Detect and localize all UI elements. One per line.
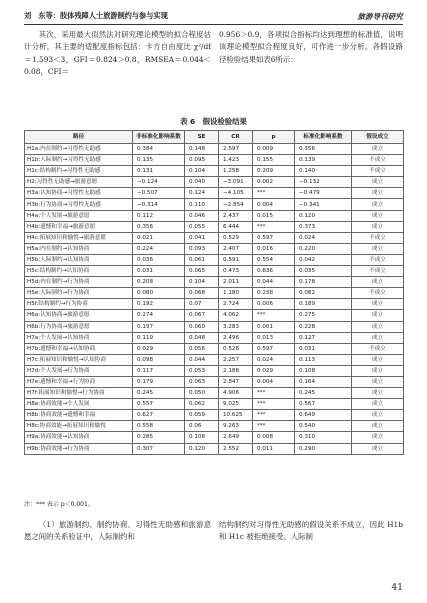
cell-std-coef: 0.139 (295, 155, 352, 166)
cell-result: 成立 (352, 432, 404, 443)
cell-path: H7c:拓展知识和愉悦→认知协商 (25, 354, 133, 365)
page-number: 41 (391, 583, 403, 593)
cell-cr: 1.423 (219, 155, 253, 166)
cell-result: 不成立 (352, 155, 404, 166)
cell-path: H1c:结构制约→习得性无助感 (25, 166, 133, 177)
column-header: 假设成立 (352, 131, 404, 144)
table-row (25, 243, 404, 254)
cell-std-coef: 0.228 (295, 321, 352, 332)
cell-cr: 4.062 (219, 310, 253, 321)
cell-se: 0.108 (185, 432, 219, 443)
cell-p: 0.044 (253, 277, 295, 288)
column-header: 路径 (25, 131, 133, 144)
cell-result: 成立 (352, 299, 404, 310)
cell-path: H2:习得性无助感→旅游意愿 (25, 177, 133, 188)
cell-p: 0.008 (253, 432, 295, 443)
table-header-row (25, 131, 404, 144)
table-row (25, 210, 404, 221)
table-row (25, 277, 404, 288)
table-row (25, 443, 404, 454)
table-note: 注：*** 表示 p＜0.001。 (24, 501, 94, 508)
cell-cr: −3.091 (219, 177, 253, 188)
table-row (25, 421, 404, 432)
cell-unstd-coef: 0.021 (133, 232, 185, 243)
cell-unstd-coef: 0.224 (133, 243, 185, 254)
cell-se: 0.065 (185, 266, 219, 277)
cell-result: 成立 (352, 210, 404, 221)
cell-result: 成立 (352, 376, 404, 387)
cell-std-coef: −0.479 (295, 188, 352, 199)
cell-se: 0.044 (185, 354, 219, 365)
cell-cr: 0.529 (219, 232, 253, 243)
cell-cr: 2.552 (219, 443, 253, 454)
table-row (25, 254, 404, 265)
cell-se: 0.040 (185, 177, 219, 188)
cell-result: 不成立 (352, 266, 404, 277)
column-header: 非标准化影响系数 (133, 131, 185, 144)
cell-unstd-coef: 0.384 (133, 144, 185, 155)
cell-p: 0.006 (253, 299, 295, 310)
paragraph: 结构制约对习得性无助感的假设关系不成立，因此 H1b 和 H1c 被拒绝接受。人际制 (219, 520, 403, 542)
cell-result: 不成立 (352, 288, 404, 299)
cell-cr: 10.625 (219, 410, 253, 421)
cell-result: 成立 (352, 321, 404, 332)
cell-se: 0.059 (185, 410, 219, 421)
table-row (25, 221, 404, 232)
cell-path: H8b:协商效能→遗憾和幸福 (25, 410, 133, 421)
table-row (25, 321, 404, 332)
paragraph: 0.956＞0.9，各项拟合指标均达到理想的标准值，说明该理论模型拟合程度良好，可作进一步分析。各假设路径检验结果如表6所示： (219, 30, 403, 64)
cell-unstd-coef: 0.131 (133, 166, 185, 177)
cell-unstd-coef: 0.245 (133, 388, 185, 399)
cell-unstd-coef: 0.135 (133, 155, 185, 166)
cell-path: H5c:结构制约→认知协商 (25, 266, 133, 277)
table-row (25, 188, 404, 199)
cell-cr: −2.854 (219, 199, 253, 210)
cell-cr: 3.283 (219, 321, 253, 332)
cell-result: 成立 (352, 410, 404, 421)
cell-se: 0.120 (185, 443, 219, 454)
table-row (25, 343, 404, 354)
cell-p: *** (253, 399, 295, 410)
cell-unstd-coef: 0.192 (133, 299, 185, 310)
running-head-journal: 旅游导刊研究 (357, 12, 403, 21)
paragraph: （1）旅游制约、制约协商、习得性无助感和旅游意愿之间的关系验证中，人际制约和 (24, 520, 211, 542)
cell-unstd-coef: 0.274 (133, 310, 185, 321)
cell-se: 0.06 (185, 421, 219, 432)
body-text-left-top (24, 29, 211, 79)
table-row (25, 266, 404, 277)
cell-std-coef: 0.310 (295, 432, 352, 443)
cell-std-coef: 0.245 (295, 388, 352, 399)
cell-se: 0.056 (185, 343, 219, 354)
cell-result: 不成立 (352, 254, 404, 265)
running-head-authors: 刘 东等：肢体残障人士旅游制约与参与实现 (24, 11, 168, 20)
cell-p: *** (253, 421, 295, 432)
table-row (25, 288, 404, 299)
cell-p: 0.013 (253, 332, 295, 343)
cell-se: 0.110 (185, 199, 219, 210)
cell-path: H1b:人际制约→习得性无助感 (25, 155, 133, 166)
cell-unstd-coef: 0.179 (133, 376, 185, 387)
cell-path: H8c:协商效能→拓展知识和愉悦 (25, 421, 133, 432)
cell-path: H5f:结构制约→行为协商 (25, 299, 133, 310)
cell-result: 成立 (352, 310, 404, 321)
cell-se: 0.148 (185, 144, 219, 155)
cell-se: 0.124 (185, 188, 219, 199)
cell-unstd-coef: 0.117 (133, 365, 185, 376)
cell-path: H9a:协商效能→认知协商 (25, 432, 133, 443)
cell-std-coef: 0.127 (295, 332, 352, 343)
cell-unstd-coef: 0.080 (133, 288, 185, 299)
column-header: 标准化影响系数 (295, 131, 352, 144)
cell-result: 成立 (352, 388, 404, 399)
cell-cr: 2.188 (219, 365, 253, 376)
cell-se: 0.053 (185, 365, 219, 376)
cell-path: H7d:个人发展→行为协商 (25, 365, 133, 376)
cell-std-coef: 0.356 (295, 144, 352, 155)
cell-result: 成立 (352, 332, 404, 343)
cell-std-coef: 0.031 (295, 343, 352, 354)
cell-se: 0.062 (185, 399, 219, 410)
cell-se: 0.104 (185, 166, 219, 177)
cell-unstd-coef: 0.197 (133, 321, 185, 332)
cell-unstd-coef: 0.208 (133, 277, 185, 288)
cell-p: 0.004 (253, 376, 295, 387)
cell-std-coef: 0.178 (295, 277, 352, 288)
running-head (24, 10, 403, 25)
cell-p: 0.009 (253, 144, 295, 155)
cell-p: 0.597 (253, 343, 295, 354)
cell-result: 不成立 (352, 232, 404, 243)
cell-result: 成立 (352, 221, 404, 232)
cell-std-coef: −0.341 (295, 199, 352, 210)
cell-result: 不成立 (352, 166, 404, 177)
cell-result: 成立 (352, 399, 404, 410)
cell-path: H4a:个人发展→旅游意愿 (25, 210, 133, 221)
cell-cr: 2.011 (219, 277, 253, 288)
cell-se: 0.067 (185, 310, 219, 321)
column-header: CR (219, 131, 253, 144)
cell-unstd-coef: −0.124 (133, 177, 185, 188)
cell-unstd-coef: 0.356 (133, 221, 185, 232)
cell-result: 成立 (352, 421, 404, 432)
cell-unstd-coef: 0.112 (133, 210, 185, 221)
cell-path: H5b:人际制约→认知协商 (25, 254, 133, 265)
cell-p: 0.209 (253, 166, 295, 177)
cell-p: 0.636 (253, 266, 295, 277)
hypothesis-table (24, 130, 403, 455)
column-header: SE (185, 131, 219, 144)
cell-result: 成立 (352, 188, 404, 199)
cell-path: H5e:人际制约→行为协商 (25, 288, 133, 299)
cell-cr: 6.444 (219, 221, 253, 232)
cell-cr: 2.847 (219, 376, 253, 387)
table-row (25, 232, 404, 243)
cell-p: 0.029 (253, 365, 295, 376)
table-row (25, 299, 404, 310)
cell-path: H5a:内在制约→认知协商 (25, 243, 133, 254)
cell-std-coef: −0.132 (295, 177, 352, 188)
cell-se: 0.063 (185, 376, 219, 387)
cell-se: 0.050 (185, 388, 219, 399)
cell-se: 0.07 (185, 299, 219, 310)
cell-cr: 2.437 (219, 210, 253, 221)
cell-cr: 0.473 (219, 266, 253, 277)
cell-std-coef: 0.220 (295, 243, 352, 254)
cell-std-coef: 0.290 (295, 443, 352, 454)
cell-result: 成立 (352, 354, 404, 365)
cell-path: H7a:个人发展→认知协商 (25, 332, 133, 343)
cell-path: H4b:遗憾和幸福→旅游意愿 (25, 221, 133, 232)
cell-unstd-coef: 0.029 (133, 343, 185, 354)
cell-std-coef: 0.567 (295, 399, 352, 410)
cell-cr: 2.496 (219, 332, 253, 343)
cell-p: 0.155 (253, 155, 295, 166)
cell-unstd-coef: 0.285 (133, 432, 185, 443)
cell-cr: 0.591 (219, 254, 253, 265)
cell-unstd-coef: 0.627 (133, 410, 185, 421)
table-row (25, 177, 404, 188)
cell-path: H6a:认知协商→旅游意愿 (25, 310, 133, 321)
cell-std-coef: 0.540 (295, 421, 352, 432)
cell-p: 0.015 (253, 210, 295, 221)
cell-unstd-coef: 0.031 (133, 266, 185, 277)
cell-cr: 2.257 (219, 354, 253, 365)
cell-std-coef: 0.113 (295, 354, 352, 365)
table-row (25, 144, 404, 155)
cell-result: 成立 (352, 277, 404, 288)
cell-std-coef: 0.035 (295, 266, 352, 277)
table-row (25, 199, 404, 210)
cell-cr: 2.407 (219, 243, 253, 254)
cell-p: *** (253, 388, 295, 399)
table-row (25, 354, 404, 365)
cell-se: 0.104 (185, 277, 219, 288)
table-row (25, 332, 404, 343)
cell-p: 0.554 (253, 254, 295, 265)
cell-std-coef: 0.373 (295, 221, 352, 232)
cell-se: 0.061 (185, 254, 219, 265)
cell-path: H5d:内在制约→行为协商 (25, 277, 133, 288)
cell-path: H7b:遗憾和幸福→认知协商 (25, 343, 133, 354)
cell-cr: 9.025 (219, 399, 253, 410)
table-row (25, 365, 404, 376)
cell-std-coef: 0.164 (295, 376, 352, 387)
table-row (25, 410, 404, 421)
cell-result: 成立 (352, 199, 404, 210)
cell-se: 0.060 (185, 321, 219, 332)
cell-result: 成立 (352, 144, 404, 155)
table-row (25, 376, 404, 387)
cell-unstd-coef: 0.307 (133, 443, 185, 454)
cell-p: 0.001 (253, 321, 295, 332)
cell-cr: 1.258 (219, 166, 253, 177)
table-row (25, 432, 404, 443)
cell-unstd-coef: −0.314 (133, 199, 185, 210)
cell-cr: 0.528 (219, 343, 253, 354)
cell-unstd-coef: 0.558 (133, 421, 185, 432)
cell-cr: 1.180 (219, 288, 253, 299)
cell-cr: −4.105 (219, 188, 253, 199)
cell-se: 0.068 (185, 288, 219, 299)
cell-path: H3a:认知协商→习得性无助感 (25, 188, 133, 199)
cell-p: 0.002 (253, 177, 295, 188)
cell-p: 0.011 (253, 443, 295, 454)
cell-path: H8a:协商效能→个人发展 (25, 399, 133, 410)
cell-p: *** (253, 310, 295, 321)
body-text-right-top (219, 29, 403, 66)
paragraph: 其次，采用最大似然法对研究理论模型的拟合程度估计分析，其主要的适配度指标包括：卡方自由度比 χ²/df＝1.593＜3，GFI＝0.824＞0.8，RMSEA＝0.044＜0.08，CFI＝ (24, 30, 211, 77)
cell-std-coef: 0.275 (295, 310, 352, 321)
cell-unstd-coef: −0.507 (133, 188, 185, 199)
cell-se: 0.055 (185, 221, 219, 232)
cell-se: 0.046 (185, 210, 219, 221)
cell-result: 不成立 (352, 343, 404, 354)
cell-std-coef: 0.082 (295, 288, 352, 299)
cell-p: 0.024 (253, 354, 295, 365)
body-text-left-bottom (24, 519, 211, 544)
cell-se: 0.095 (185, 155, 219, 166)
cell-p: 0.016 (253, 243, 295, 254)
cell-p: 0.597 (253, 232, 295, 243)
cell-std-coef: 0.140 (295, 166, 352, 177)
cell-path: H6b:行为协商→旅游意愿 (25, 321, 133, 332)
cell-se: 0.048 (185, 332, 219, 343)
cell-path: H1a:内在制约→习得性无助感 (25, 144, 133, 155)
cell-result: 成立 (352, 365, 404, 376)
cell-path: H7e:遗憾和幸福→行为协商 (25, 376, 133, 387)
table-caption: 表 6 假设检验结果 (180, 117, 247, 126)
cell-cr: 9.263 (219, 421, 253, 432)
table-row (25, 388, 404, 399)
body-text-right-bottom (219, 519, 403, 544)
cell-p: *** (253, 221, 295, 232)
cell-result: 成立 (352, 177, 404, 188)
cell-cr: 2.597 (219, 144, 253, 155)
cell-cr: 2.724 (219, 299, 253, 310)
cell-path: H4c:拓展知识和愉悦→旅游意愿 (25, 232, 133, 243)
cell-se: 0.093 (185, 243, 219, 254)
cell-p: 0.004 (253, 199, 295, 210)
cell-se: 0.041 (185, 232, 219, 243)
cell-std-coef: 0.649 (295, 410, 352, 421)
table-row (25, 155, 404, 166)
column-header: p (253, 131, 295, 144)
cell-p: 0.238 (253, 288, 295, 299)
cell-std-coef: 0.120 (295, 210, 352, 221)
cell-unstd-coef: 0.036 (133, 254, 185, 265)
cell-std-coef: 0.024 (295, 232, 352, 243)
cell-path: H9b:协商效能→行为协商 (25, 443, 133, 454)
cell-cr: 4.906 (219, 388, 253, 399)
cell-unstd-coef: 0.098 (133, 354, 185, 365)
cell-std-coef: 0.042 (295, 254, 352, 265)
table-row (25, 310, 404, 321)
cell-result: 成立 (352, 443, 404, 454)
cell-p: *** (253, 410, 295, 421)
cell-cr: 2.649 (219, 432, 253, 443)
cell-result: 成立 (352, 243, 404, 254)
table-row (25, 166, 404, 177)
cell-p: *** (253, 188, 295, 199)
cell-std-coef: 0.189 (295, 299, 352, 310)
table-row (25, 399, 404, 410)
cell-unstd-coef: 0.557 (133, 399, 185, 410)
cell-path: H7f:拓展知识和愉悦→行为协商 (25, 388, 133, 399)
cell-std-coef: 0.108 (295, 365, 352, 376)
cell-path: H3b:行为协商→习得性无助感 (25, 199, 133, 210)
cell-unstd-coef: 0.119 (133, 332, 185, 343)
